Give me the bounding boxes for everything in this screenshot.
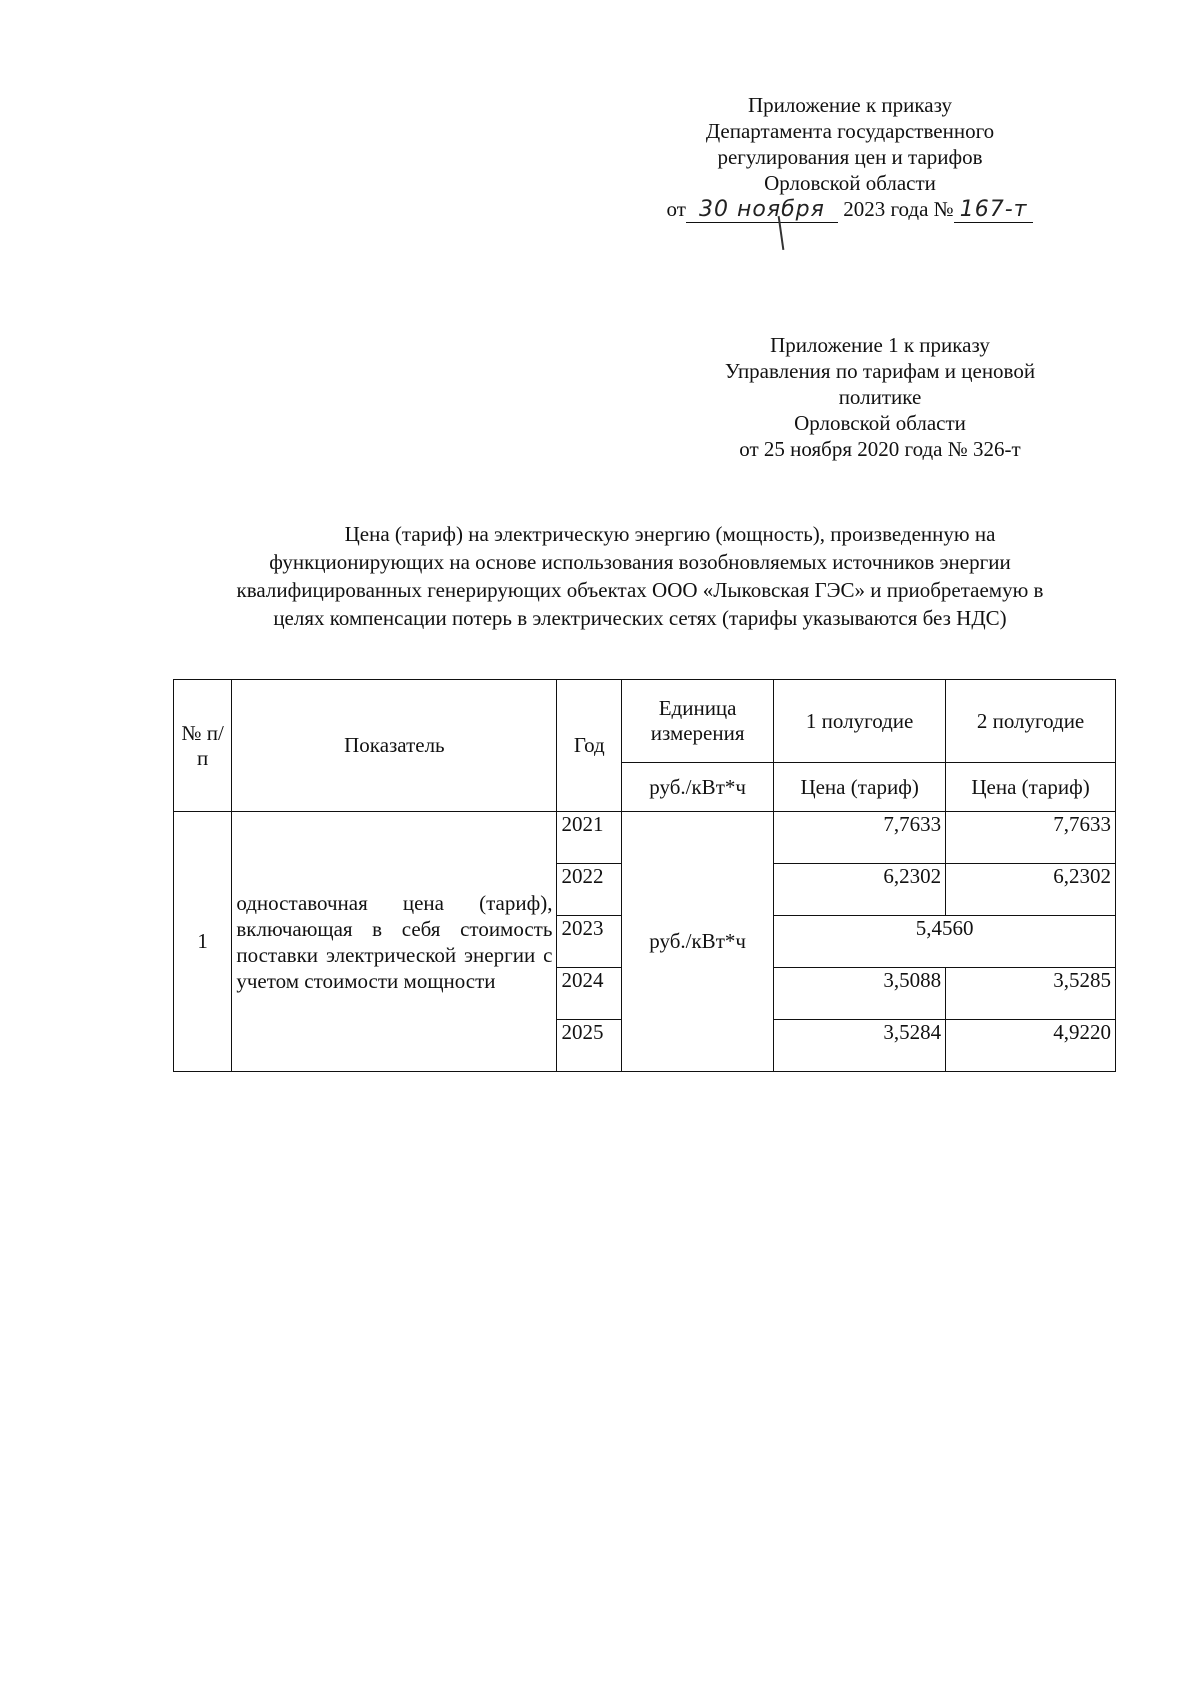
half1-value: 7,7633 bbox=[774, 812, 946, 864]
indicator-text: одноставочная цена (тариф), включающая в себя стоимость поставки электрической энергии с учетом стоимости мощности bbox=[232, 812, 557, 1072]
handwritten-order-number: 167-т bbox=[954, 198, 1034, 223]
appendix-line: Приложение 1 к приказу bbox=[770, 333, 990, 357]
year-cell: 2021 bbox=[557, 812, 622, 864]
title-line: квалифицированных генерирующих объектах ООО «Лыковская ГЭС» и приобретаемую в bbox=[236, 578, 1044, 602]
handwritten-date: 30 ноября bbox=[686, 198, 838, 223]
order-date-line bbox=[640, 196, 1060, 223]
half2-value: 3,5285 bbox=[946, 968, 1116, 1020]
table-row bbox=[174, 812, 1116, 864]
half2-value: 7,7633 bbox=[946, 812, 1116, 864]
year-cell: 2022 bbox=[557, 864, 622, 916]
table-header-row bbox=[174, 680, 1116, 763]
half1-value: 3,5088 bbox=[774, 968, 946, 1020]
half1-value: 3,5284 bbox=[774, 1020, 946, 1072]
appendix-line: регулирования цен и тарифов bbox=[717, 145, 983, 169]
header-year: Год bbox=[557, 680, 622, 812]
date-year: 2023 года № bbox=[843, 197, 954, 221]
year-cell: 2025 bbox=[557, 1020, 622, 1072]
header-indicator: Показатель bbox=[232, 680, 557, 812]
tariff-table bbox=[173, 679, 1116, 1072]
date-prefix: от bbox=[666, 197, 686, 221]
appendix-header-current bbox=[640, 92, 1060, 223]
title-line: целях компенсации потерь в электрических сетях (тарифы указываются без НДС) bbox=[273, 606, 1007, 630]
title-line: функционирующих на основе использования возобновляемых источников энергии bbox=[269, 550, 1011, 574]
header-half1: 1 полугодие bbox=[774, 680, 946, 763]
appendix-line: от 25 ноября 2020 года № 326-т bbox=[739, 437, 1021, 461]
appendix-line: политике bbox=[838, 385, 922, 409]
appendix-line: Управления по тарифам и ценовой bbox=[724, 359, 1036, 383]
header-unit-value: руб./кВт*ч bbox=[622, 763, 774, 812]
appendix-header-original bbox=[680, 332, 1080, 462]
year-cell: 2024 bbox=[557, 968, 622, 1020]
annual-value: 5,4560 bbox=[774, 916, 1116, 968]
header-price-half1: Цена (тариф) bbox=[774, 763, 946, 812]
title-line: Цена (тариф) на электрическую энергию (мощность), произведенную на bbox=[344, 522, 996, 546]
appendix-line: Приложение к приказу bbox=[748, 93, 952, 117]
year-cell: 2023 bbox=[557, 916, 622, 968]
document-title bbox=[170, 520, 1110, 632]
appendix-line: Орловской области bbox=[764, 171, 936, 195]
header-num: № п/п bbox=[174, 680, 232, 812]
appendix-line: Департамента государственного bbox=[705, 119, 995, 143]
header-price-half2: Цена (тариф) bbox=[946, 763, 1116, 812]
unit-cell: руб./кВт*ч bbox=[622, 812, 774, 1072]
header-half2: 2 полугодие bbox=[946, 680, 1116, 763]
row-number: 1 bbox=[174, 812, 232, 1072]
header-unit: Единица измерения bbox=[622, 680, 774, 763]
half1-value: 6,2302 bbox=[774, 864, 946, 916]
half2-value: 4,9220 bbox=[946, 1020, 1116, 1072]
half2-value: 6,2302 bbox=[946, 864, 1116, 916]
appendix-line: Орловской области bbox=[794, 411, 966, 435]
